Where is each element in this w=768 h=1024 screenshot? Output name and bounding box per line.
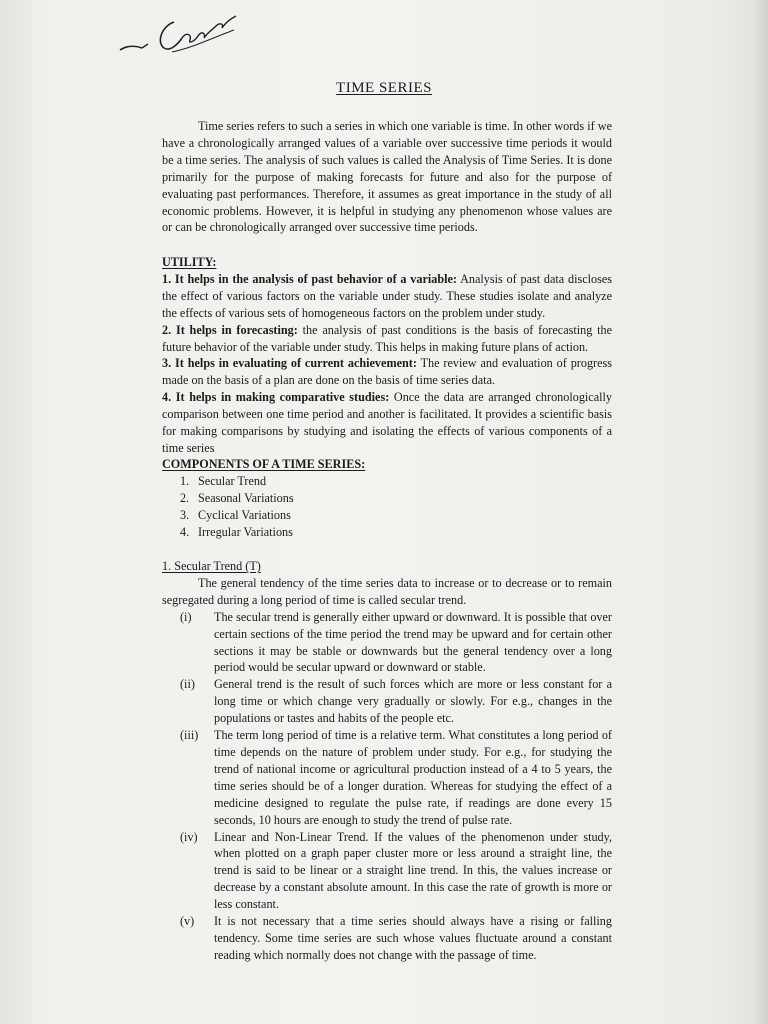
utility-item-3: 3. It helps in evaluating of current achievement: The review and evaluation of progress made on the basis of a plan are done on the basis of time series data. [162, 356, 612, 388]
secular-trend-intro: The general tendency of the time series data to increase or to decrease or to remain segregated during a long period of time is called secular trend. [162, 575, 612, 607]
list-item: (ii) General trend is the result of such forces which are more or less constant for a long time or which change very gradually or slowly. For e.g., changes in the populations or tastes and habits of the people etc. [180, 677, 612, 726]
list-item: 1. Secular Trend [180, 474, 267, 488]
page-edge-shadow [754, 0, 768, 1024]
list-item: (iii) The term long period of time is a relative term. What constitutes a long period of time depends on the nature of problem under study. For e.g., for studying the trend of national income or agricultural production instead of a 4 to 5 years, the time series should be of a longer duration. Whereas for studying the effect of a medicine designed to regulate the pulse rate, if readings are done every 15 seconds, 10 hours are enough to study the trend of pulse rate. [180, 728, 612, 827]
list-item: 4. Irregular Variations [180, 525, 293, 539]
components-heading-block [162, 456, 612, 473]
list-item: (iv) Linear and Non-Linear Trend. If the values of the phenomenon under study, when plotted on a graph paper cluster more or less around a straight line, the trend is said to be linear or a straight line trend. In this, the values increase or decrease by a constant absolute amount. In this case the rate of growth is more or less constant. [180, 829, 612, 912]
list-item: (v) It is not necessary that a time series should always have a rising or falling tendency. Some time series are such whose values fluctuate around a constant reading which normally does not change with the passage of time. [180, 914, 612, 962]
utility-section [162, 254, 612, 457]
components-heading: COMPONENTS OF A TIME SERIES: [162, 457, 366, 471]
components-list [180, 473, 294, 541]
utility-item-2: 2. It helps in forecasting: the analysis of past conditions is the basis of forecasting the future behavior of the variable under study. This helps in making future plans of action. [162, 322, 612, 354]
handwritten-signature [112, 8, 242, 63]
list-item: 2. Seasonal Variations [180, 491, 294, 505]
list-item: (i) The secular trend is generally either upward or downward. It is possible that over certain sections of the time period the trend may be upward and for certain other sections it may be stable or downwards but the general tendency over a long period would be secular upward or downward or stable. [180, 609, 612, 675]
utility-heading: UTILITY: [162, 255, 217, 269]
secular-trend-heading: 1. Secular Trend (T) [162, 559, 261, 573]
utility-item-1: 1. It helps in the analysis of past behavior of a variable: Analysis of past data discloses the effect of various factors on the variable under study. These studies isolate and analyze the effects of various sets of homogeneous factors on the problem under study. [162, 271, 612, 320]
intro-paragraph: Time series refers to such a series in which one variable is time. In other words if we have a chronologically arranged values of a variable over successive time periods it would be a time series. The analysis of such values is called the Analysis of Time Series. It is done primarily for the purpose of making forecasts for future and also for the purpose of evaluating past performances. Therefore, it assumes as great importance in the study of all economic problems. However, it is helpful in studying any phenomenon whose values are or can be chronologically arranged over successive time periods. [162, 119, 612, 235]
secular-trend-section [162, 558, 612, 964]
utility-item-4: 4. It helps in making comparative studies: Once the data are arranged chronologically comparison between one time period and another is facilitated. It provides a scientific basis for making comparisons by studying and isolating the effects of various components of a time series [162, 390, 612, 455]
list-item: 3. Cyclical Variations [180, 508, 291, 522]
page-title: TIME SERIES [336, 80, 432, 96]
